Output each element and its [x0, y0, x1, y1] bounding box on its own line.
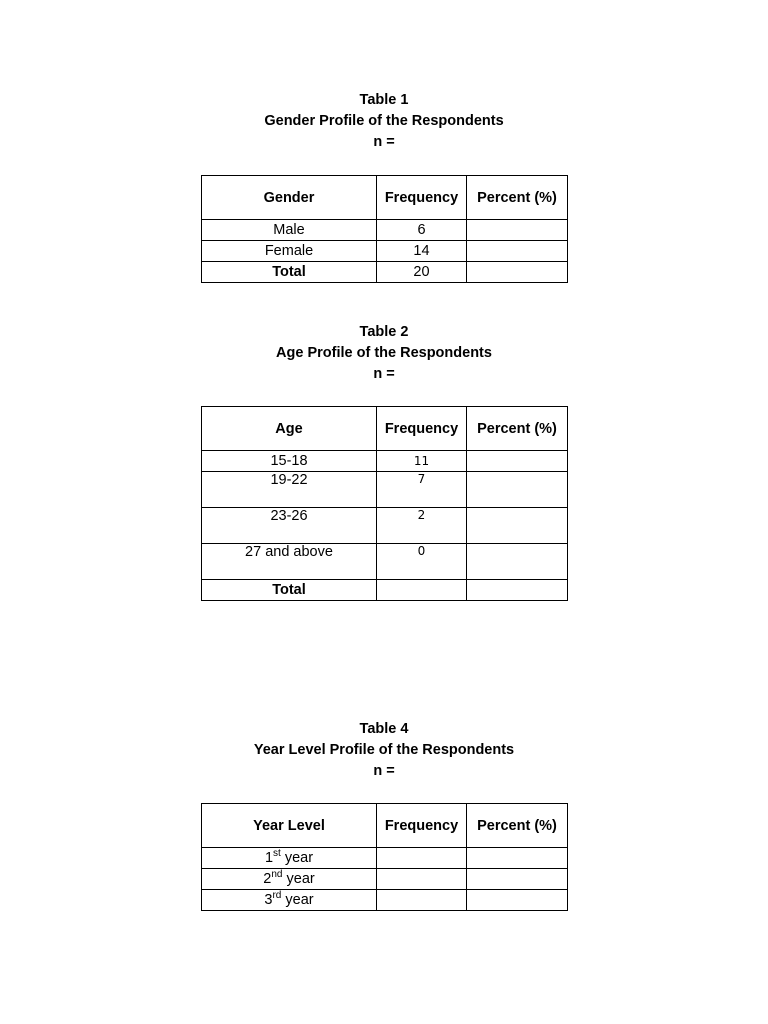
cell-frequency: 0	[377, 544, 467, 580]
cell-frequency: 11	[377, 451, 467, 472]
cell-label: 15-18	[202, 451, 377, 472]
cell-percent	[467, 262, 568, 283]
cell-percent	[467, 544, 568, 580]
header-percent: Percent (%)	[467, 804, 568, 848]
table1-n: n =	[373, 134, 395, 150]
ordinal-suffix: nd	[271, 869, 283, 881]
cell-percent	[467, 869, 568, 890]
table-row	[202, 220, 568, 241]
year-word: year	[286, 871, 315, 887]
cell-frequency	[377, 890, 467, 911]
cell-label	[202, 890, 377, 911]
table1-number: Table 1	[359, 92, 409, 108]
cell-label	[202, 869, 377, 890]
header-percent: Percent (%)	[467, 407, 568, 451]
table-row	[202, 890, 568, 911]
cell-frequency: 14	[377, 241, 467, 262]
cell-frequency	[377, 848, 467, 869]
header-age: Age	[202, 407, 377, 451]
table2-caption	[0, 322, 768, 385]
cell-percent	[467, 508, 568, 544]
year-word: year	[285, 892, 314, 908]
cell-label: Male	[202, 220, 377, 241]
cell-percent	[467, 580, 568, 601]
table4-title: Year Level Profile of the Respondents	[253, 742, 515, 758]
cell-label: 27 and above	[202, 544, 377, 580]
cell-frequency: 7	[377, 472, 467, 508]
table-row-total	[202, 262, 568, 283]
year-number: 2	[263, 871, 272, 887]
table-header-row	[202, 804, 568, 848]
table1-caption	[0, 90, 768, 153]
header-frequency: Frequency	[377, 176, 467, 220]
year-number: 3	[264, 892, 273, 908]
cell-label: 19-22	[202, 472, 377, 508]
ordinal-suffix: rd	[272, 890, 282, 902]
cell-frequency: 6	[377, 220, 467, 241]
table-header-row	[202, 176, 568, 220]
year-word: year	[284, 850, 314, 866]
cell-label: Total	[202, 580, 377, 601]
table-row	[202, 241, 568, 262]
cell-frequency	[377, 580, 467, 601]
table2-number: Table 2	[359, 324, 409, 340]
ordinal-suffix: st	[273, 848, 281, 860]
cell-percent	[467, 241, 568, 262]
cell-percent	[467, 848, 568, 869]
year-level-table	[201, 803, 568, 911]
cell-label: Female	[202, 241, 377, 262]
table2-title: Age Profile of the Respondents	[276, 345, 492, 361]
cell-label: Total	[202, 262, 377, 283]
cell-frequency: 2	[377, 508, 467, 544]
cell-label	[202, 848, 377, 869]
age-table	[201, 406, 568, 601]
cell-percent	[467, 220, 568, 241]
gender-table	[201, 175, 568, 283]
table4-caption	[0, 719, 768, 782]
cell-frequency	[377, 869, 467, 890]
cell-percent	[467, 472, 568, 508]
table-row	[202, 508, 568, 544]
header-year-level: Year Level	[202, 804, 377, 848]
table-row	[202, 869, 568, 890]
cell-frequency: 20	[377, 262, 467, 283]
cell-label: 23-26	[202, 508, 377, 544]
table-row	[202, 451, 568, 472]
cell-percent	[467, 451, 568, 472]
header-gender: Gender	[202, 176, 377, 220]
header-percent: Percent (%)	[467, 176, 568, 220]
table-header-row	[202, 407, 568, 451]
table4-number: Table 4	[359, 721, 409, 737]
header-frequency: Frequency	[377, 407, 467, 451]
table2-n: n =	[373, 366, 395, 382]
table-row	[202, 472, 568, 508]
table4-n: n =	[373, 763, 395, 779]
table-row	[202, 544, 568, 580]
table-row	[202, 848, 568, 869]
header-frequency: Frequency	[377, 804, 467, 848]
table-row-total	[202, 580, 568, 601]
cell-percent	[467, 890, 568, 911]
table1-title: Gender Profile of the Respondents	[264, 113, 504, 129]
year-number: 1	[264, 850, 274, 866]
